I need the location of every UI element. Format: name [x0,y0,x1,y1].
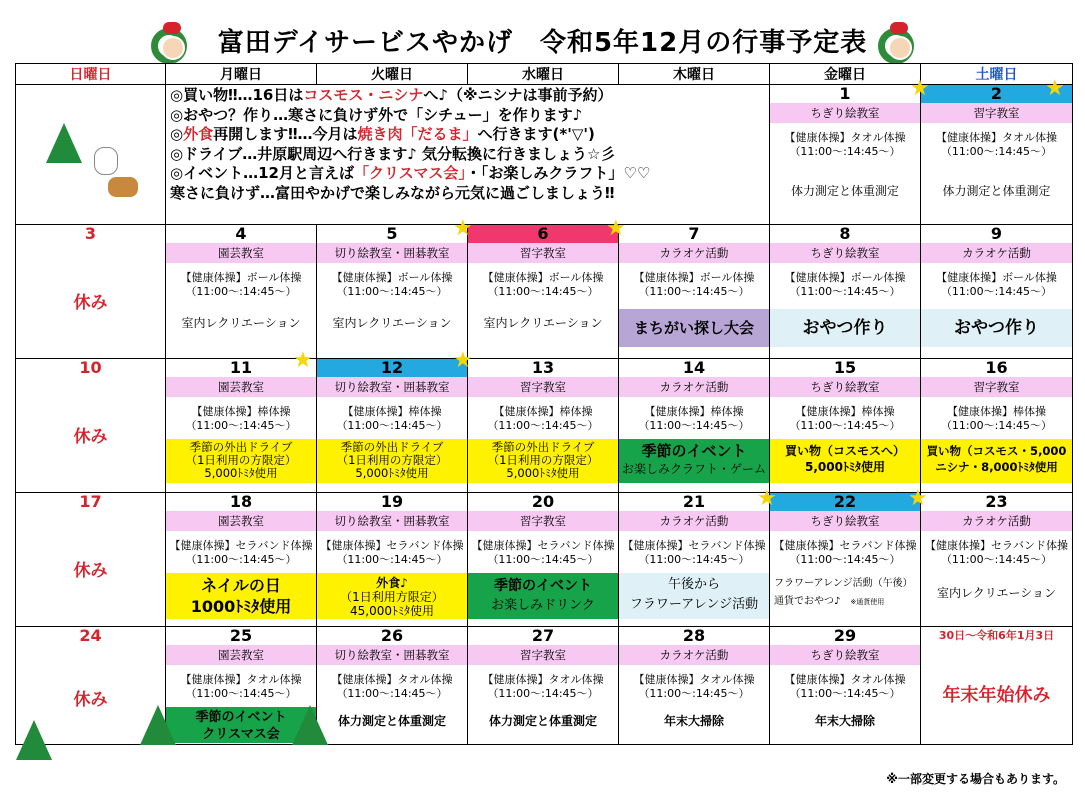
event-label: 室内レクリエーション [181,316,301,330]
christmas-tree-icon [292,705,328,745]
weekday-header-tue: 火曜日 [317,64,468,85]
activity-label: ちぎり絵教室 [770,511,920,531]
exercise-label: 【健康体操】セラバンド体操 （11:00～:14:45～） [169,539,313,566]
day-number: 13 [531,358,555,377]
star-icon: ★ [1045,76,1065,101]
activity-label: カラオケ活動 [619,377,769,397]
activity-label: 習字教室 [468,377,618,397]
exercise-label: 【健康体操】ボール体操 （11:00～:14:45～） [784,271,906,298]
day-number: 1 [839,84,851,103]
notice-event: ◎イベント…12月と言えば「クリスマス会」・「お楽しみクラフト」♡♡ [170,164,651,182]
exercise-label: 【健康体操】棒体操 （11:00～:14:45～） [789,405,901,432]
day-number: 19 [380,492,404,511]
event-label: 体力測定と体重測定 [488,714,597,728]
exercise-label: 【健康体操】タオル体操 （11:00～:14:45～） [633,673,755,700]
sunday-cell [16,493,166,627]
event-label: 季節の外出ドライブ （1日利用の方限定） 5,000ﾄﾐﾀ使用 [166,439,316,483]
exercise-label: 【健康体操】タオル体操 （11:00～:14:45～） [180,673,302,700]
day-number: 2 [921,85,1072,103]
closed-label: 休み [73,690,108,710]
exercise-label: 【健康体操】セラバンド体操 （11:00～:14:45～） [622,539,766,566]
day-cell [468,359,619,493]
exercise-label: 【健康体操】タオル体操 （11:00～:14:45～） [936,131,1057,158]
calendar-table [15,63,1073,745]
day-cell [921,359,1073,493]
day-number: 7 [688,224,700,243]
exercise-label: 【健康体操】タオル体操 （11:00～:14:45～） [331,673,453,700]
footnote: ※一部変更する場合もあります。 [886,772,1065,786]
day-cell [317,493,468,627]
star-icon: ★ [757,486,777,511]
page-title: 富田デイサービスやかげ 令和5年12月の行事予定表 [217,28,868,58]
holiday-range: 30日～令和6年1月3日 [938,629,1055,642]
activity-label: ちぎり絵教室 [770,243,920,263]
activity-label: 切り絵教室・囲碁教室 [317,377,467,397]
day-number: 9 [990,224,1003,243]
exercise-label: 【健康体操】セラバンド体操 （11:00～:14:45～） [320,539,464,566]
notice-board [166,85,770,225]
activity-label: 切り絵教室・囲碁教室 [317,645,467,665]
activity-label: カラオケ活動 [619,645,769,665]
day-cell [317,225,468,359]
event-label: 季節の外出ドライブ （1日利用の方限定） 5,000ﾄﾐﾀ使用 [468,439,618,483]
activity-label: 切り絵教室・囲碁教室 [317,243,467,263]
star-icon: ★ [606,216,626,241]
event-label: 季節のイベント お楽しみクラフト・ゲーム [619,439,769,483]
exercise-label: 【健康体操】セラバンド体操 （11:00～:14:45～） [773,539,917,566]
day-number: 14 [682,358,706,377]
notice-closing: 寒さに負けず…富田やかげで楽しみながら元気に過ごしましょう‼ [170,183,615,202]
activity-label: 園芸教室 [166,377,316,397]
day-number: 26 [380,626,404,645]
star-icon: ★ [910,76,930,101]
notice-shopping: ◎買い物‼…16日はコスモス・ニシナへ♪（※ニシナは事前予約） [170,86,613,104]
day-cell-2 [921,85,1073,225]
day-number: 3 [84,224,97,243]
event-label: 室内レクリエーション [332,316,452,330]
day-number: 4 [235,224,247,243]
christmas-tree-icon [16,720,52,760]
day-cell [468,225,619,359]
day-cell [921,225,1073,359]
day-number: 22 [770,493,920,511]
activity-label: 習字教室 [468,511,618,531]
exercise-label: 【健康体操】棒体操 （11:00～:14:45～） [940,405,1053,432]
event-label: 外食♪ （1日利用方限定） 45,000ﾄﾐﾀ使用 [317,573,467,619]
star-icon: ★ [293,348,313,373]
notice-dining: ◎外食再開します‼…今月は焼き肉「だるま」へ行きます(*'▽') [170,125,595,143]
christmas-tree-icon [140,705,176,745]
day-number: 17 [79,492,102,511]
notice-snack: ◎おやつ？作り…寒さに負けず外で「シチュー」を作ります♪ [170,105,583,124]
activity-label: カラオケ活動 [921,511,1072,531]
day-cell [166,225,317,359]
day-cell [468,627,619,745]
event-label: フラワーアレンジ活動（午後） 通貨でおやつ♪ ※通貨使用 [774,578,913,607]
weekday-header-sat: 土曜日 [921,64,1073,85]
year-end-closed-label: 年末年始休み [942,685,1051,706]
day-number: 25 [229,626,253,645]
day-cell [166,359,317,493]
day-number: 10 [79,358,102,377]
exercise-label: 【健康体操】タオル体操 （11:00～:14:45～） [784,673,906,700]
event-label: 買い物（コスモスへ） 5,000ﾄﾐﾀ使用 [770,439,920,483]
exercise-label: 【健康体操】タオル体操 （11:00～:14:45～） [784,131,906,158]
notice-list [166,85,769,203]
event-label: 体力測定と体重測定 [337,714,446,728]
day-cell [166,493,317,627]
sunday-cell [16,225,166,359]
activity-label: 切り絵教室・囲碁教室 [317,511,467,531]
notice-drive: ◎ドライブ…井原駅周辺へ行きます♪ 気分転換に行きましょう☆彡 [170,144,616,163]
exercise-label: 【健康体操】ボール体操 （11:00～:14:45～） [936,271,1057,298]
day-cell [770,225,921,359]
day-cell [921,493,1073,627]
event-label: おやつ作り [921,309,1072,347]
exercise-label: 【健康体操】棒体操 （11:00～:14:45～） [487,405,599,432]
weekday-header-mon: 月曜日 [166,64,317,85]
day-number: 24 [79,626,102,645]
event-label: おやつ作り [770,309,920,347]
exercise-label: 【健康体操】ボール体操 （11:00～:14:45～） [331,271,453,298]
closed-label: 休み [73,427,108,447]
event-label: 買い物（コスモス・5,000 ニシナ・8,000ﾄﾐﾀ使用 [921,439,1072,483]
day-number: 18 [229,492,253,511]
event-label: 年末大掃除 [663,714,724,728]
activity-label: 習字教室 [468,243,618,263]
exercise-label: 【健康体操】棒体操 （11:00～:14:45～） [336,405,448,432]
day-cell [770,493,921,627]
exercise-label: 【健康体操】ボール体操 （11:00～:14:45～） [482,271,604,298]
closed-label: 休み [73,561,108,581]
day-cell [317,627,468,745]
star-icon: ★ [908,486,928,511]
day-cell [317,359,468,493]
exercise-label: 【健康体操】セラバンド体操 （11:00～:14:45～） [471,539,615,566]
rabbit-icon [94,147,118,175]
activity-label: ちぎり絵教室 [770,377,920,397]
day-number: 23 [985,492,1008,511]
day-number: 27 [531,626,555,645]
event-label: 年末大掃除 [814,714,875,728]
day-cell [619,627,770,745]
weekday-header-sun: 日曜日 [16,64,166,85]
activity-label: 園芸教室 [166,511,316,531]
event-label: 室内レクリエーション [936,586,1057,600]
day-number: 8 [839,224,851,243]
closed-label: 休み [73,293,108,313]
activity-label: カラオケ活動 [921,243,1072,263]
event-label: 季節の外出ドライブ （1日利用の方限定） 5,000ﾄﾐﾀ使用 [317,439,467,483]
event-label: ネイルの日 1000ﾄﾐﾀ使用 [166,573,316,619]
star-icon: ★ [453,216,473,241]
event-label: 季節のイベント お楽しみドリンク [468,573,618,619]
squirrel-icon [108,177,138,197]
activity-label: 園芸教室 [166,243,316,263]
weekday-header-wed: 水曜日 [468,64,619,85]
activity-label: 園芸教室 [166,645,316,665]
day-cell [770,627,921,745]
week1-sunday-cell [16,85,166,225]
exercise-label: 【健康体操】ボール体操 （11:00～:14:45～） [180,271,302,298]
day-cell [770,359,921,493]
day-cell [619,225,770,359]
day-number: 16 [985,358,1008,377]
exercise-label: 【健康体操】セラバンド体操 （11:00～:14:45～） [925,539,1068,566]
event-label: 午後から フラワーアレンジ活動 [619,573,769,619]
activity-label: 習字教室 [468,645,618,665]
activity-label: 習字教室 [921,103,1072,123]
event-label: 体力測定と体重測定 [942,184,1051,198]
weekday-header-fri: 金曜日 [770,64,921,85]
day-number: 6 [468,225,618,243]
day-cell [619,493,770,627]
day-number: 11 [229,358,253,377]
activity-label: ちぎり絵教室 [770,103,920,123]
star-icon: ★ [453,348,473,373]
christmas-tree-icon [46,123,82,163]
day-cell [619,359,770,493]
event-label: 季節のイベント クリスマス会 [166,707,316,743]
weekday-header-thu: 木曜日 [619,64,770,85]
event-label: まちがい探し大会 [619,309,769,347]
exercise-label: 【健康体操】タオル体操 （11:00～:14:45～） [482,673,604,700]
day-cell-1 [770,85,921,225]
event-label: 体力測定と体重測定 [790,184,899,198]
day-number: 5 [386,224,398,243]
day-number: 20 [531,492,555,511]
day-cell [468,493,619,627]
holiday-cell [921,627,1073,745]
activity-label: カラオケ活動 [619,511,769,531]
day-number: 15 [833,358,857,377]
activity-label: カラオケ活動 [619,243,769,263]
day-number: 21 [682,492,706,511]
day-number: 28 [682,626,706,645]
event-label: 室内レクリエーション [483,316,603,330]
sunday-cell [16,359,166,493]
exercise-label: 【健康体操】棒体操 （11:00～:14:45～） [638,405,750,432]
day-number: 29 [833,626,857,645]
exercise-label: 【健康体操】棒体操 （11:00～:14:45～） [185,405,297,432]
activity-label: 習字教室 [921,377,1072,397]
exercise-label: 【健康体操】ボール体操 （11:00～:14:45～） [633,271,755,298]
day-number: 12 [317,359,467,377]
activity-label: ちぎり絵教室 [770,645,920,665]
